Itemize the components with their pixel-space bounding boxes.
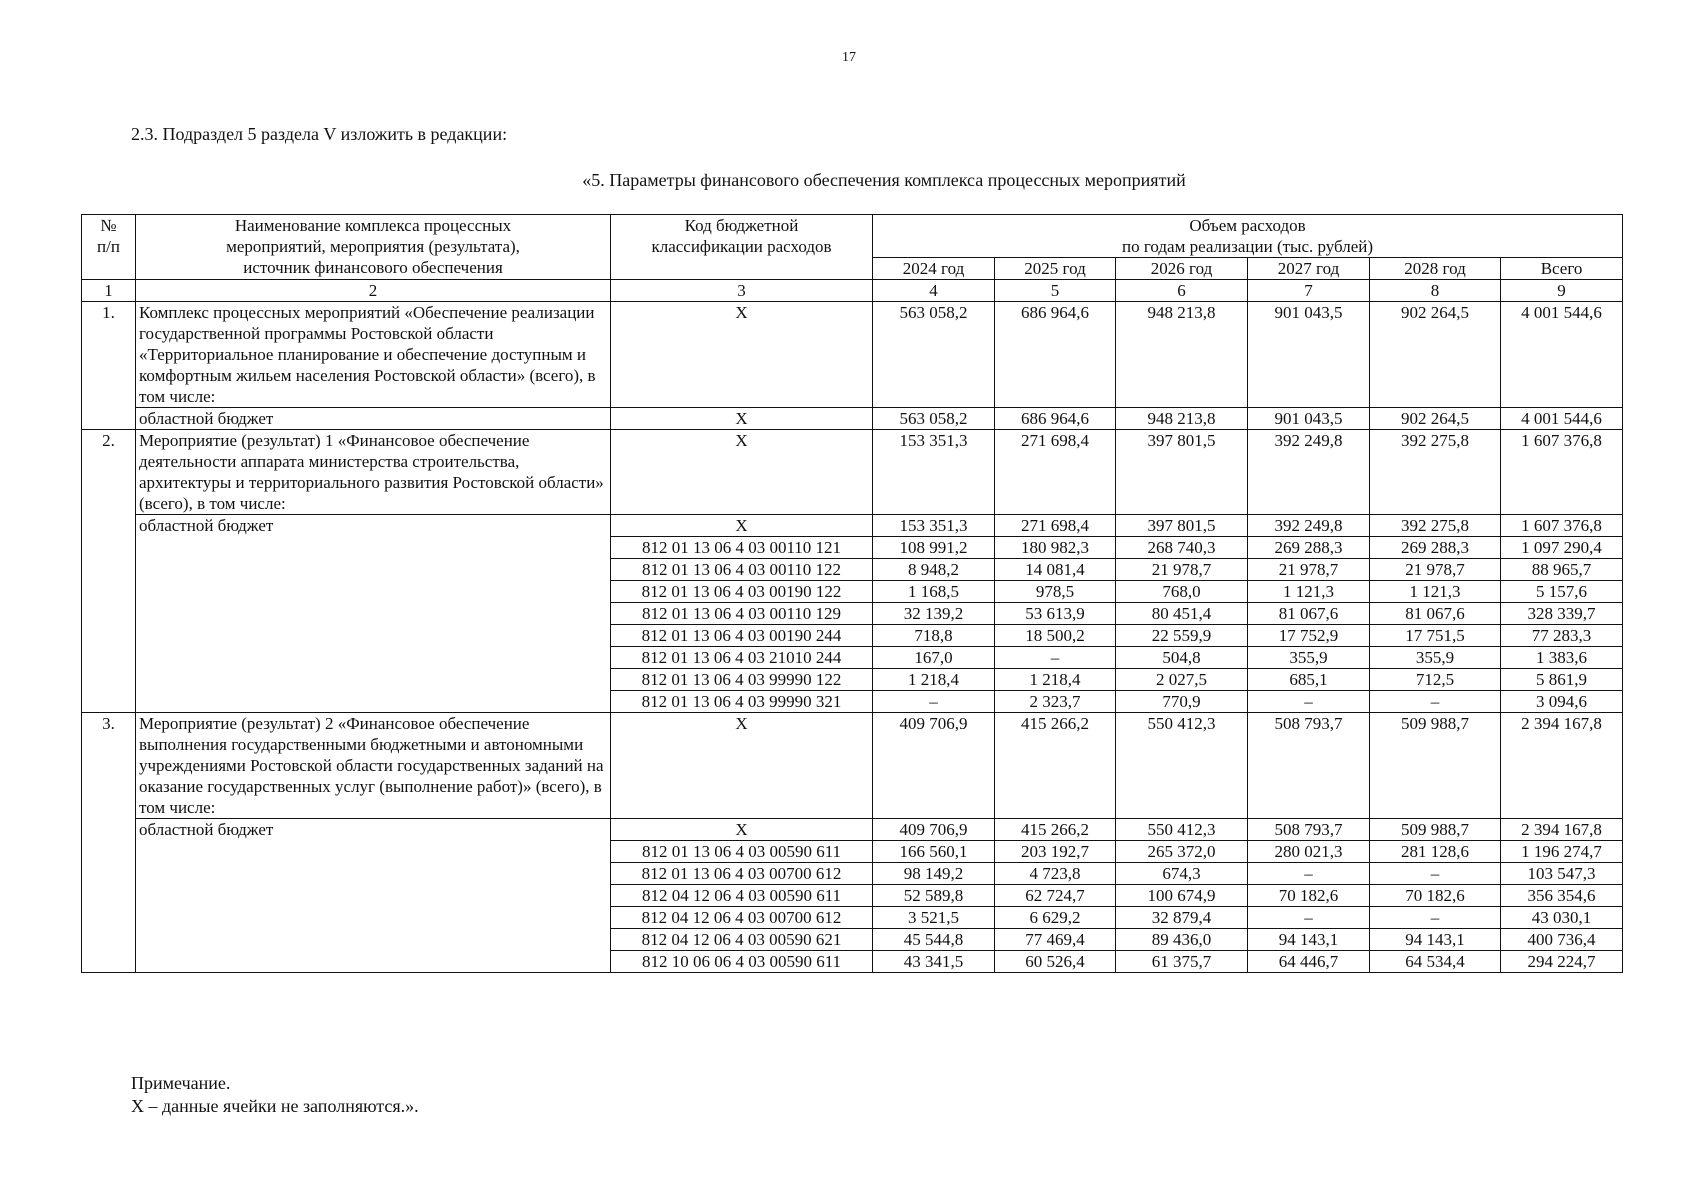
value-cell: 2 323,7 — [995, 691, 1116, 713]
value-cell: 718,8 — [873, 625, 995, 647]
header-name: Наименование комплекса процессных мероприятий, мероприятия (результата), источник финансового обеспечения — [136, 215, 611, 280]
note-text: X – данные ячейки не заполняются.». — [131, 1096, 419, 1116]
header-row-numbers — [82, 280, 1623, 302]
value-cell: 153 351,3 — [873, 515, 995, 537]
value-cell: 550 412,3 — [1116, 713, 1248, 819]
budget-code: X — [611, 713, 873, 819]
column-number: 2 — [136, 280, 611, 302]
table-row — [82, 408, 1623, 430]
header-year: 2024 год — [873, 258, 995, 280]
finance-table — [81, 214, 1623, 973]
value-cell: 271 698,4 — [995, 430, 1116, 515]
note — [131, 1072, 419, 1118]
funding-source: областной бюджет — [136, 819, 611, 973]
value-cell: 32 879,4 — [1116, 907, 1248, 929]
value-cell: 550 412,3 — [1116, 819, 1248, 841]
value-cell: 80 451,4 — [1116, 603, 1248, 625]
value-cell: 271 698,4 — [995, 515, 1116, 537]
budget-code: 812 01 13 06 4 03 00700 612 — [611, 863, 873, 885]
column-number: 4 — [873, 280, 995, 302]
intro-text: 2.3. Подраздел 5 раздела V изложить в редакции: — [131, 124, 508, 144]
value-cell: – — [873, 691, 995, 713]
column-number: 7 — [1248, 280, 1370, 302]
budget-code: 812 10 06 06 4 03 00590 611 — [611, 951, 873, 973]
value-cell: 64 446,7 — [1248, 951, 1370, 973]
value-cell: 32 139,2 — [873, 603, 995, 625]
value-cell: 8 948,2 — [873, 559, 995, 581]
value-cell: 77 469,4 — [995, 929, 1116, 951]
value-cell: 14 081,4 — [995, 559, 1116, 581]
value-cell: 70 182,6 — [1248, 885, 1370, 907]
value-cell: 355,9 — [1370, 647, 1501, 669]
table-title: «5. Параметры финансового обеспечения комплекса процессных мероприятий — [582, 170, 1186, 190]
value-cell: 153 351,3 — [873, 430, 995, 515]
value-cell: 108 991,2 — [873, 537, 995, 559]
value-cell: 268 740,3 — [1116, 537, 1248, 559]
value-cell: 167,0 — [873, 647, 995, 669]
column-number: 3 — [611, 280, 873, 302]
value-cell: 4 723,8 — [995, 863, 1116, 885]
value-cell: 901 043,5 — [1248, 302, 1370, 408]
budget-code: 812 04 12 06 4 03 00590 611 — [611, 885, 873, 907]
item-name: Комплекс процессных мероприятий «Обеспечение реализации государственной программы Ростовской области «Территориальное планирование и обеспечение доступным и комфортным жильем населения Ростовской области» (всего), в том числе: — [136, 302, 611, 408]
value-cell: 902 264,5 — [1370, 408, 1501, 430]
value-cell: 392 249,8 — [1248, 515, 1370, 537]
value-cell: 686 964,6 — [995, 408, 1116, 430]
column-number: 8 — [1370, 280, 1501, 302]
value-cell: 409 706,9 — [873, 713, 995, 819]
value-cell: 504,8 — [1116, 647, 1248, 669]
value-cell: 64 534,4 — [1370, 951, 1501, 973]
value-cell: 81 067,6 — [1248, 603, 1370, 625]
value-cell: 901 043,5 — [1248, 408, 1370, 430]
value-cell: 1 383,6 — [1501, 647, 1623, 669]
note-title: Примечание. — [131, 1073, 231, 1093]
budget-code: X — [611, 408, 873, 430]
value-cell: 43 030,1 — [1501, 907, 1623, 929]
value-cell: 685,1 — [1248, 669, 1370, 691]
budget-code: 812 01 13 06 4 03 99990 321 — [611, 691, 873, 713]
row-number: 3. — [82, 713, 136, 973]
value-cell: 1 218,4 — [873, 669, 995, 691]
value-cell: 509 988,7 — [1370, 819, 1501, 841]
column-number: 9 — [1501, 280, 1623, 302]
row-number: 1. — [82, 302, 136, 430]
value-cell: 1 607 376,8 — [1501, 515, 1623, 537]
value-cell: 978,5 — [995, 581, 1116, 603]
value-cell: 281 128,6 — [1370, 841, 1501, 863]
header-year: 2026 год — [1116, 258, 1248, 280]
value-cell: 563 058,2 — [873, 408, 995, 430]
funding-source: областной бюджет — [136, 515, 611, 713]
value-cell: 94 143,1 — [1370, 929, 1501, 951]
row-number: 2. — [82, 430, 136, 713]
value-cell: 21 978,7 — [1248, 559, 1370, 581]
value-cell: 5 861,9 — [1501, 669, 1623, 691]
value-cell: 415 266,2 — [995, 713, 1116, 819]
value-cell: 18 500,2 — [995, 625, 1116, 647]
value-cell: 61 375,7 — [1116, 951, 1248, 973]
value-cell: – — [1248, 691, 1370, 713]
value-cell: 508 793,7 — [1248, 713, 1370, 819]
budget-code: 812 01 13 06 4 03 00110 129 — [611, 603, 873, 625]
value-cell: 43 341,5 — [873, 951, 995, 973]
value-cell: 77 283,3 — [1501, 625, 1623, 647]
value-cell: – — [1248, 907, 1370, 929]
value-cell: 1 121,3 — [1248, 581, 1370, 603]
value-cell: 4 001 544,6 — [1501, 408, 1623, 430]
budget-code: X — [611, 819, 873, 841]
value-cell: 280 021,3 — [1248, 841, 1370, 863]
value-cell: 2 027,5 — [1116, 669, 1248, 691]
value-cell: 948 213,8 — [1116, 302, 1248, 408]
value-cell: 21 978,7 — [1370, 559, 1501, 581]
value-cell: 294 224,7 — [1501, 951, 1623, 973]
table-row — [82, 713, 1623, 819]
value-cell: 770,9 — [1116, 691, 1248, 713]
value-cell: 1 168,5 — [873, 581, 995, 603]
value-cell: – — [1370, 863, 1501, 885]
value-cell: 328 339,7 — [1501, 603, 1623, 625]
value-cell: 768,0 — [1116, 581, 1248, 603]
budget-code: 812 01 13 06 4 03 99990 122 — [611, 669, 873, 691]
value-cell: 45 544,8 — [873, 929, 995, 951]
value-cell: 1 218,4 — [995, 669, 1116, 691]
header-year: Всего — [1501, 258, 1623, 280]
value-cell: 98 149,2 — [873, 863, 995, 885]
value-cell: 392 249,8 — [1248, 430, 1370, 515]
column-number: 6 — [1116, 280, 1248, 302]
value-cell: 180 982,3 — [995, 537, 1116, 559]
value-cell: 1 097 290,4 — [1501, 537, 1623, 559]
value-cell: 6 629,2 — [995, 907, 1116, 929]
budget-code: 812 01 13 06 4 03 00590 611 — [611, 841, 873, 863]
value-cell: 70 182,6 — [1370, 885, 1501, 907]
table-row — [82, 302, 1623, 408]
budget-code: X — [611, 430, 873, 515]
value-cell: 948 213,8 — [1116, 408, 1248, 430]
value-cell: 356 354,6 — [1501, 885, 1623, 907]
header-year: 2027 год — [1248, 258, 1370, 280]
value-cell: 88 965,7 — [1501, 559, 1623, 581]
value-cell: 415 266,2 — [995, 819, 1116, 841]
value-cell: 712,5 — [1370, 669, 1501, 691]
value-cell: 269 288,3 — [1370, 537, 1501, 559]
page-number: 17 — [842, 50, 856, 65]
value-cell: 3 094,6 — [1501, 691, 1623, 713]
value-cell: 674,3 — [1116, 863, 1248, 885]
value-cell: 902 264,5 — [1370, 302, 1501, 408]
value-cell: 17 752,9 — [1248, 625, 1370, 647]
value-cell: 100 674,9 — [1116, 885, 1248, 907]
value-cell: 1 196 274,7 — [1501, 841, 1623, 863]
column-number: 1 — [82, 280, 136, 302]
value-cell: 53 613,9 — [995, 603, 1116, 625]
item-name: Мероприятие (результат) 2 «Финансовое обеспечение выполнения государственными бюджетными и автономными учреждениями Ростовской области государственных заданий на оказание государственных услуг (выполнение работ)» (всего), в том числе: — [136, 713, 611, 819]
budget-code: 812 01 13 06 4 03 00190 122 — [611, 581, 873, 603]
table-row — [82, 515, 1623, 537]
value-cell: 62 724,7 — [995, 885, 1116, 907]
item-name: Мероприятие (результат) 1 «Финансовое обеспечение деятельности аппарата министерства строительства, архитектуры и территориального развития Ростовской области» (всего), в том числе: — [136, 430, 611, 515]
value-cell: 397 801,5 — [1116, 430, 1248, 515]
value-cell: 509 988,7 — [1370, 713, 1501, 819]
value-cell: 392 275,8 — [1370, 430, 1501, 515]
budget-code: X — [611, 515, 873, 537]
value-cell: 103 547,3 — [1501, 863, 1623, 885]
value-cell: 4 001 544,6 — [1501, 302, 1623, 408]
value-cell: 3 521,5 — [873, 907, 995, 929]
value-cell: – — [1248, 863, 1370, 885]
value-cell: 269 288,3 — [1248, 537, 1370, 559]
value-cell: 1 607 376,8 — [1501, 430, 1623, 515]
value-cell: 5 157,6 — [1501, 581, 1623, 603]
header-code: Код бюджетной классификации расходов — [611, 215, 873, 280]
value-cell: 392 275,8 — [1370, 515, 1501, 537]
table-row — [82, 430, 1623, 515]
funding-source: областной бюджет — [136, 408, 611, 430]
value-cell: 17 751,5 — [1370, 625, 1501, 647]
value-cell: 265 372,0 — [1116, 841, 1248, 863]
value-cell: 2 394 167,8 — [1501, 713, 1623, 819]
value-cell: 686 964,6 — [995, 302, 1116, 408]
header-num: № п/п — [82, 215, 136, 280]
header-volume: Объем расходов по годам реализации (тыс. рублей) — [873, 215, 1623, 258]
value-cell: – — [995, 647, 1116, 669]
value-cell: 81 067,6 — [1370, 603, 1501, 625]
value-cell: 1 121,3 — [1370, 581, 1501, 603]
value-cell: 203 192,7 — [995, 841, 1116, 863]
value-cell: 22 559,9 — [1116, 625, 1248, 647]
value-cell: – — [1370, 691, 1501, 713]
value-cell: 21 978,7 — [1116, 559, 1248, 581]
value-cell: 409 706,9 — [873, 819, 995, 841]
header-year: 2028 год — [1370, 258, 1501, 280]
budget-code: 812 01 13 06 4 03 00110 121 — [611, 537, 873, 559]
budget-code: 812 01 13 06 4 03 00110 122 — [611, 559, 873, 581]
budget-code: 812 04 12 06 4 03 00590 621 — [611, 929, 873, 951]
value-cell: 52 589,8 — [873, 885, 995, 907]
value-cell: 60 526,4 — [995, 951, 1116, 973]
value-cell: – — [1370, 907, 1501, 929]
column-number: 5 — [995, 280, 1116, 302]
value-cell: 355,9 — [1248, 647, 1370, 669]
value-cell: 400 736,4 — [1501, 929, 1623, 951]
value-cell: 2 394 167,8 — [1501, 819, 1623, 841]
budget-code: X — [611, 302, 873, 408]
budget-code: 812 04 12 06 4 03 00700 612 — [611, 907, 873, 929]
table-row — [82, 819, 1623, 841]
value-cell: 166 560,1 — [873, 841, 995, 863]
value-cell: 94 143,1 — [1248, 929, 1370, 951]
value-cell: 89 436,0 — [1116, 929, 1248, 951]
budget-code: 812 01 13 06 4 03 00190 244 — [611, 625, 873, 647]
value-cell: 563 058,2 — [873, 302, 995, 408]
budget-code: 812 01 13 06 4 03 21010 244 — [611, 647, 873, 669]
header-year: 2025 год — [995, 258, 1116, 280]
value-cell: 508 793,7 — [1248, 819, 1370, 841]
value-cell: 397 801,5 — [1116, 515, 1248, 537]
